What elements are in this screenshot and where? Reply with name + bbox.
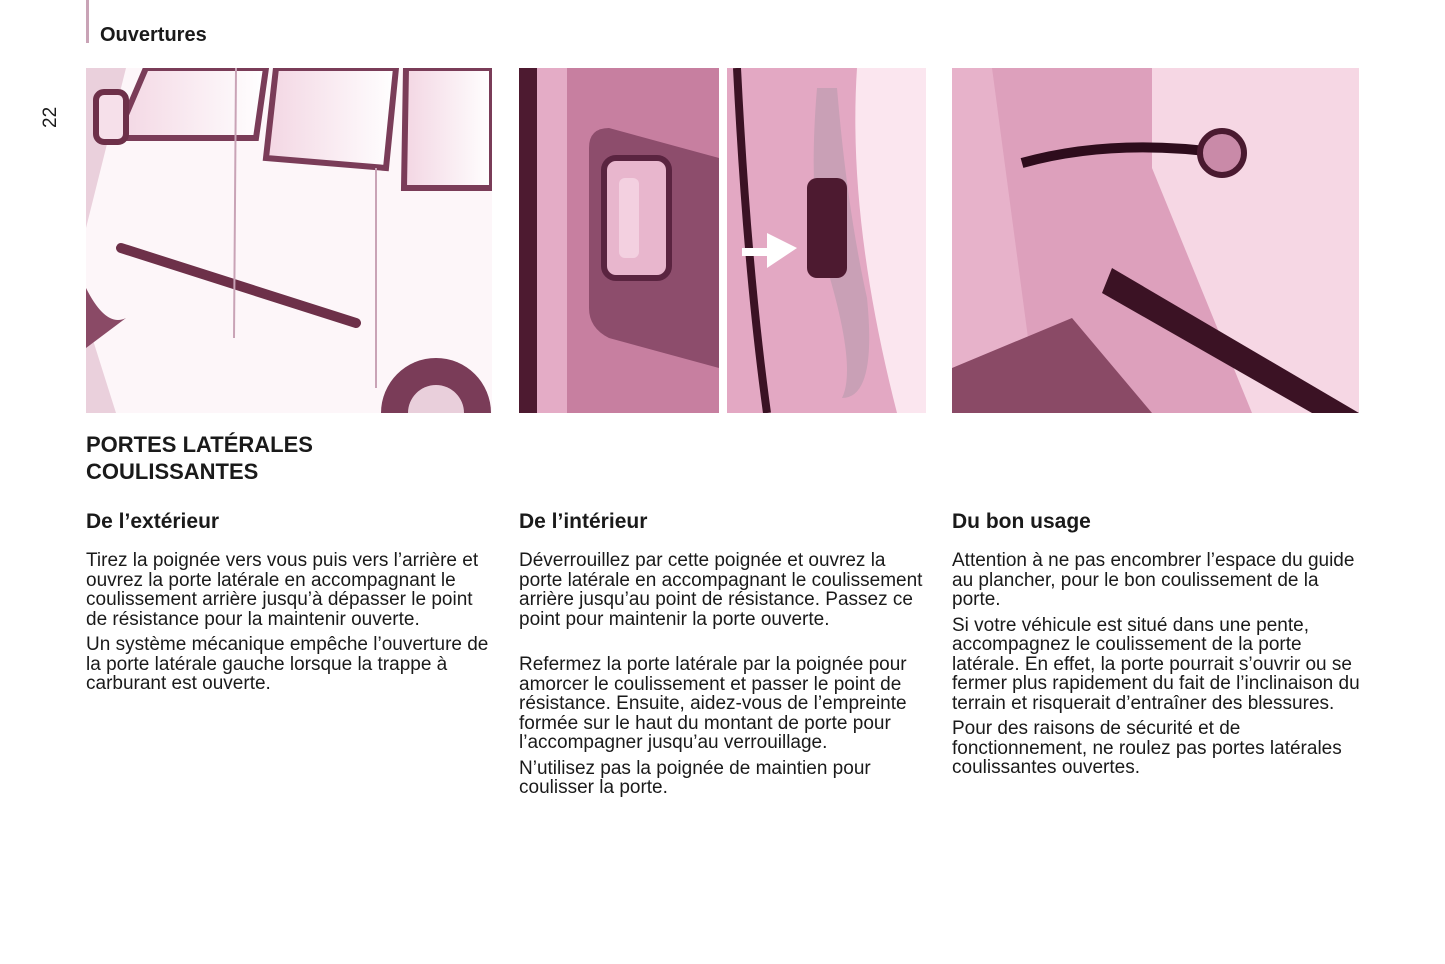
door-pillar-handle-illustration bbox=[727, 68, 926, 413]
sliding-door-rail-illustration bbox=[952, 68, 1359, 413]
paragraph: N’utilisez pas la poignée de maintien pour coulisser la porte. bbox=[519, 757, 871, 798]
subheading: De l’intérieur bbox=[519, 510, 648, 533]
paragraph: Attention à ne pas encombrer l’espace du guide au plancher, pour le bon coulissement de la porte. bbox=[952, 550, 1355, 610]
column-good-use bbox=[952, 509, 1362, 784]
column-exterior bbox=[86, 509, 496, 700]
subheading: Du bon usage bbox=[952, 510, 1091, 533]
paragraph: Pour des raisons de sécurité et de fonctionnement, ne roulez pas portes latérales coulissantes ouvertes. bbox=[952, 718, 1342, 778]
paragraph: Si votre véhicule est situé dans une pente, accompagnez le coulissement de la porte latérale. En effet, la porte pourrait s’ouvrir ou se fermer plus rapidement du fait de l’inclinaison du terrain et risquerait d’entraîner des blessures. bbox=[952, 614, 1360, 714]
van-exterior-illustration bbox=[86, 68, 492, 413]
door-handle-illustration bbox=[519, 68, 719, 413]
paragraph: Tirez la poignée vers vous puis vers l’arrière et ouvrez la porte latérale en accompagnant le coulissement arrière jusqu’à dépasser le point de résistance pour la maintenir ouverte. bbox=[86, 550, 479, 630]
subheading: De l’extérieur bbox=[86, 510, 220, 533]
section-marker bbox=[86, 0, 89, 43]
heading-line: COULISSANTES bbox=[86, 459, 259, 484]
page-number: 22 bbox=[40, 106, 61, 128]
paragraph: Déverrouillez par cette poignée et ouvrez la porte latérale en accompagnant le coulissement arrière jusqu’au point de résistance. Passez ce point pour maintenir la porte ouverte. bbox=[519, 550, 923, 630]
page-heading bbox=[86, 431, 313, 485]
column-interior bbox=[519, 509, 929, 804]
section-title: Ouvertures bbox=[100, 24, 207, 46]
heading-line: PORTES LATÉRALES bbox=[86, 432, 313, 457]
paragraph: Refermez la porte latérale par la poignée pour amorcer le coulissement et passer le point de résistance. Ensuite, aidez-vous de l’empreinte formée sur le haut du montant de porte pour l’accompagner jusqu’au verrouillage. bbox=[519, 654, 907, 753]
paragraph: Un système mécanique empêche l’ouverture de la porte latérale gauche lorsque la trappe à carburant est ouverte. bbox=[86, 634, 489, 694]
